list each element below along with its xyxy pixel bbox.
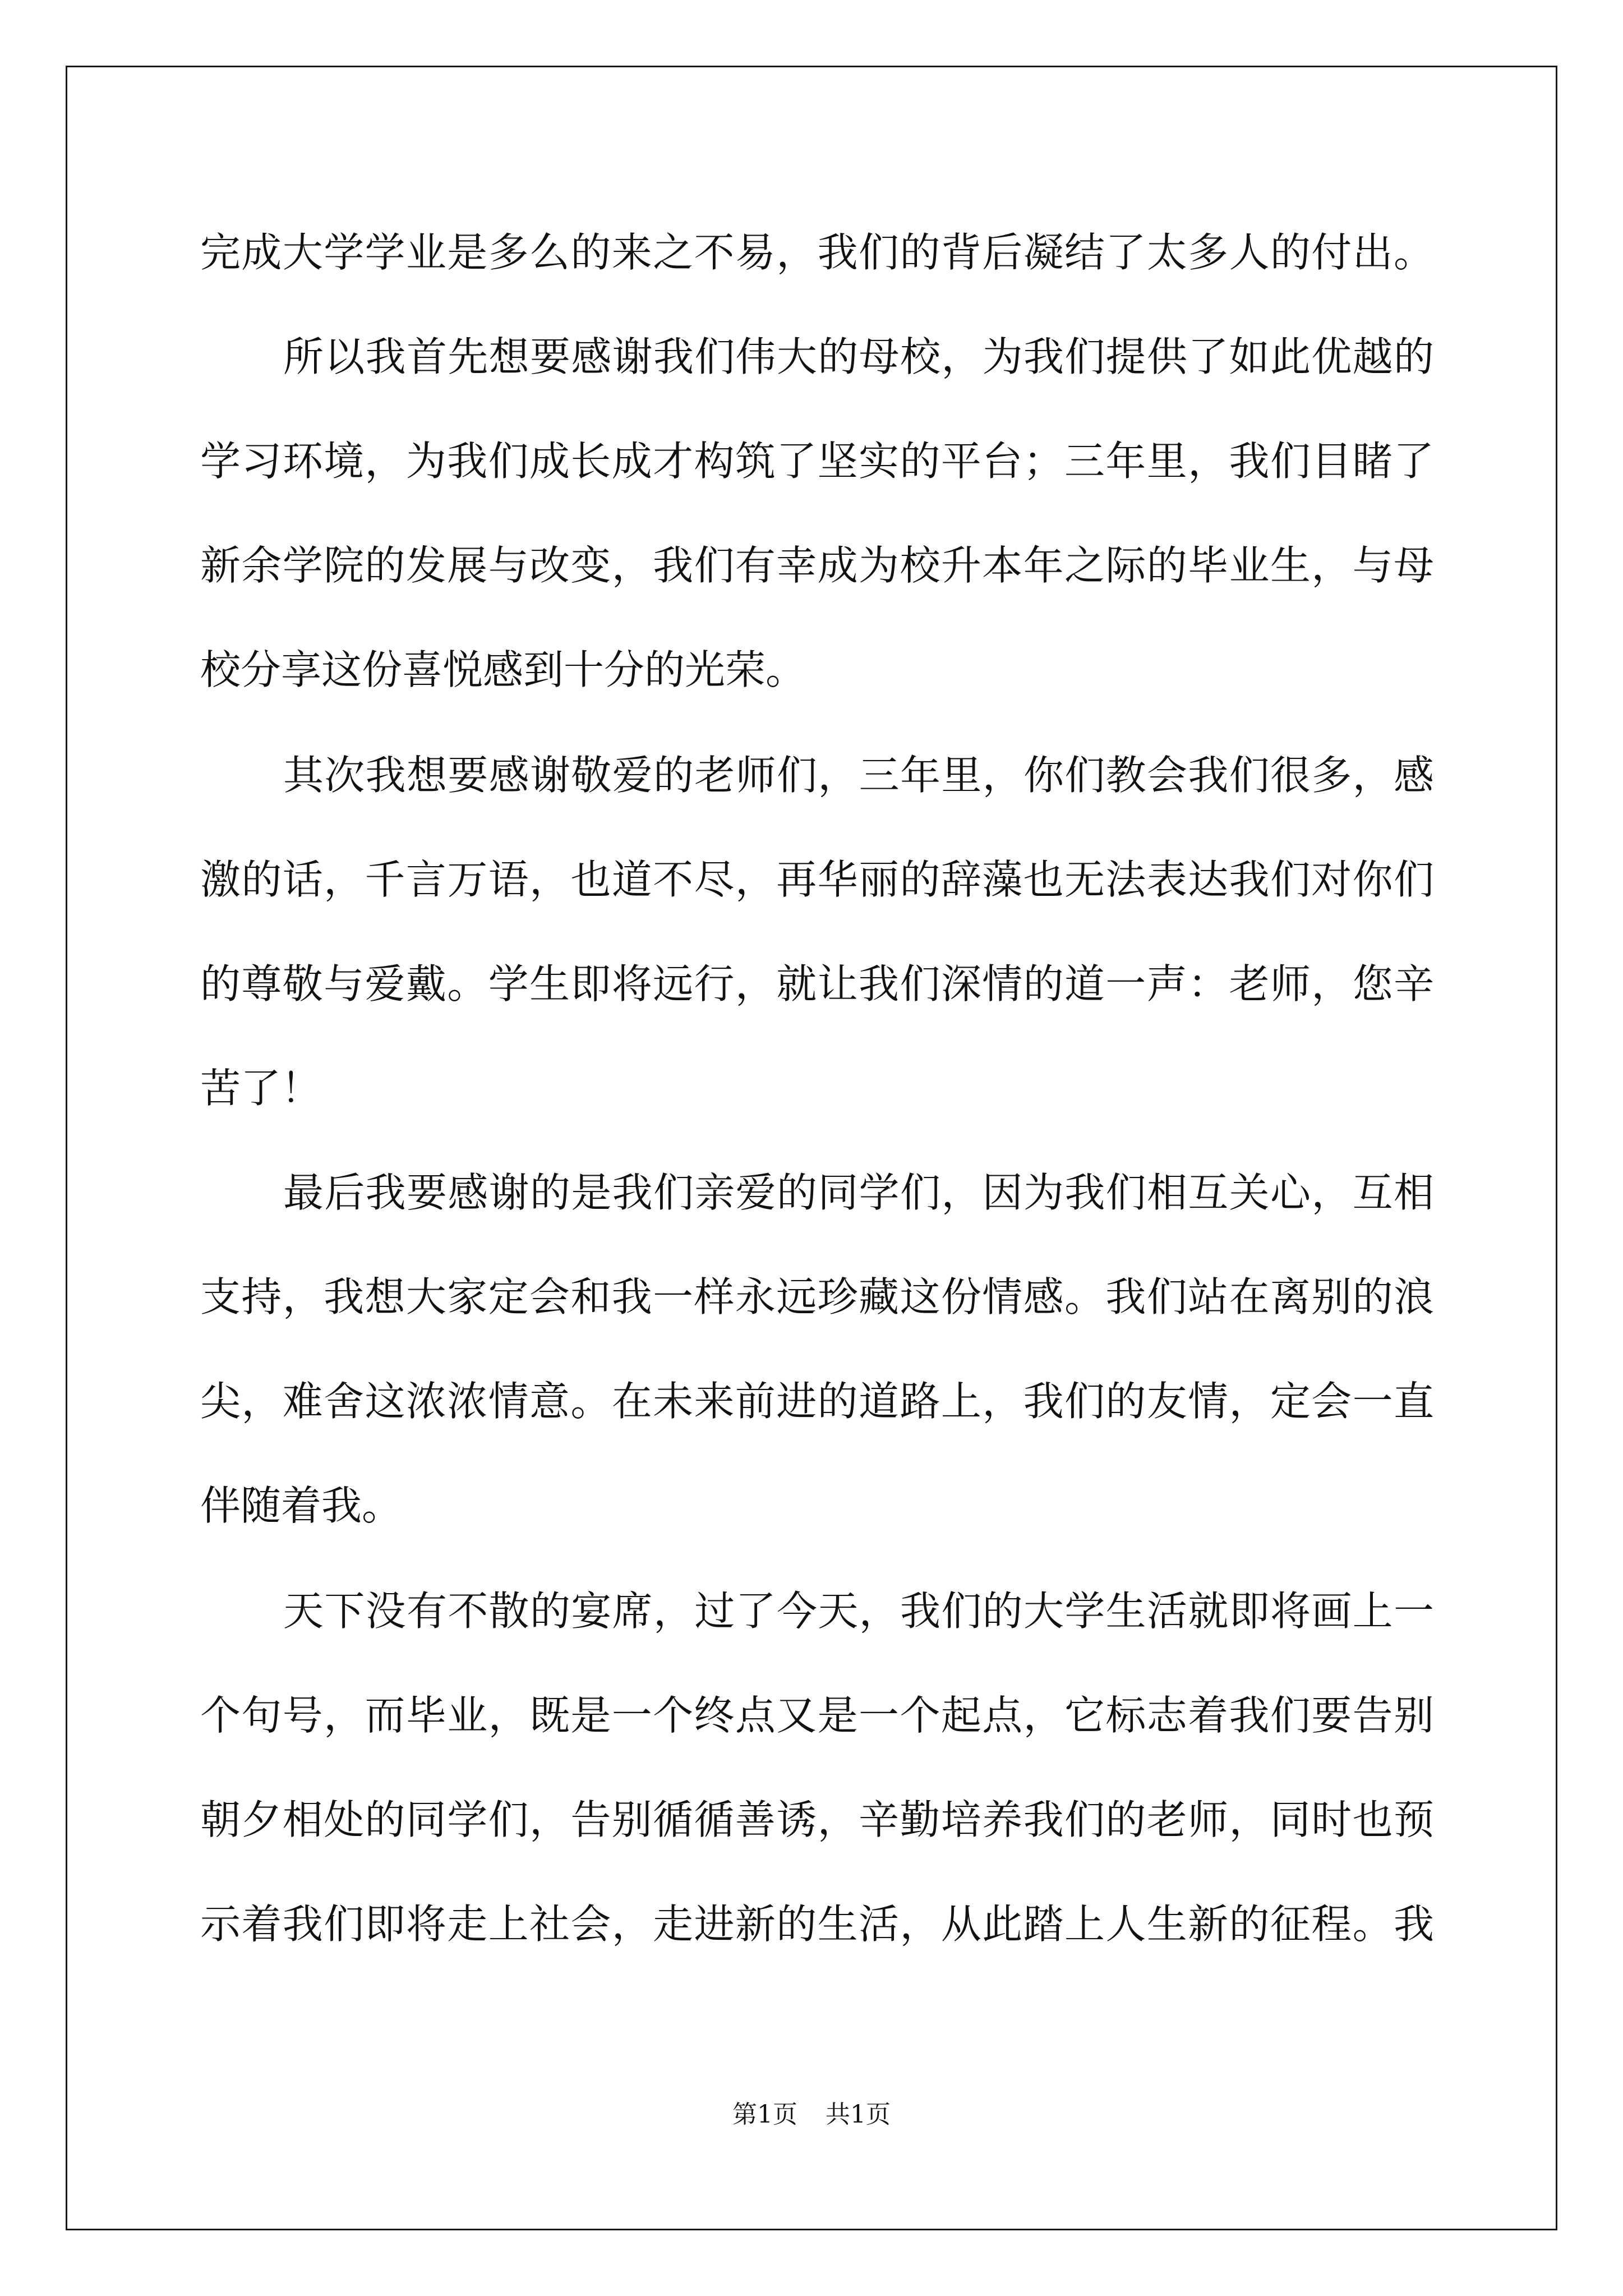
page-number: 第1页: [732, 2100, 797, 2129]
page-total: 共1页: [826, 2100, 891, 2129]
text-line: 尖，难舍这浓浓情意。在未来前进的道路上，我们的友情，定会一直: [200, 1378, 1434, 1425]
text-line: 伴随着我。: [200, 1482, 403, 1529]
text-line: 完成大学学业是多么的来之不易，我们的背后凝结了太多人的付出。: [200, 229, 1434, 276]
text-line: 校分享这份喜悦感到十分的光荣。: [200, 646, 806, 693]
paragraph-first-line: 其次我想要感谢敬爱的老师们，三年里，你们教会我们很多，感: [283, 752, 1434, 799]
text-line: 新余学院的发展与改变，我们有幸成为校升本年之际的毕业生，与母: [200, 542, 1434, 589]
text-line: 支持，我想大家定会和我一样永远珍藏这份情感。我们站在离别的浪: [200, 1273, 1434, 1320]
text-line: 激的话，千言万语，也道不尽，再华丽的辞藻也无法表达我们对你们: [200, 856, 1434, 903]
text-line: 朝夕相处的同学们，告别循循善诱，辛勤培养我们的老师，同时也预: [200, 1796, 1434, 1843]
page-footer: [0, 2098, 1623, 2132]
text-line: 示着我们即将走上社会，走进新的生活，从此踏上人生新的征程。我: [200, 1901, 1434, 1948]
paragraph-first-line: 最后我要感谢的是我们亲爱的同学们，因为我们相互关心，互相: [283, 1169, 1434, 1216]
text-line: 苦了！: [200, 1065, 322, 1112]
paragraph-first-line: 天下没有不散的宴席，过了今天，我们的大学生活就即将画上一: [283, 1588, 1434, 1635]
text-line: 学习环境，为我们成长成才构筑了坚实的平台；三年里，我们目睹了: [200, 438, 1434, 485]
text-line: 的尊敬与爱戴。学生即将远行，就让我们深情的道一声：老师，您辛: [200, 960, 1434, 1007]
paragraph-first-line: 所以我首先想要感谢我们伟大的母校，为我们提供了如此优越的: [283, 333, 1434, 380]
text-line: 个句号，而毕业，既是一个终点又是一个起点，它标志着我们要告别: [200, 1692, 1434, 1739]
